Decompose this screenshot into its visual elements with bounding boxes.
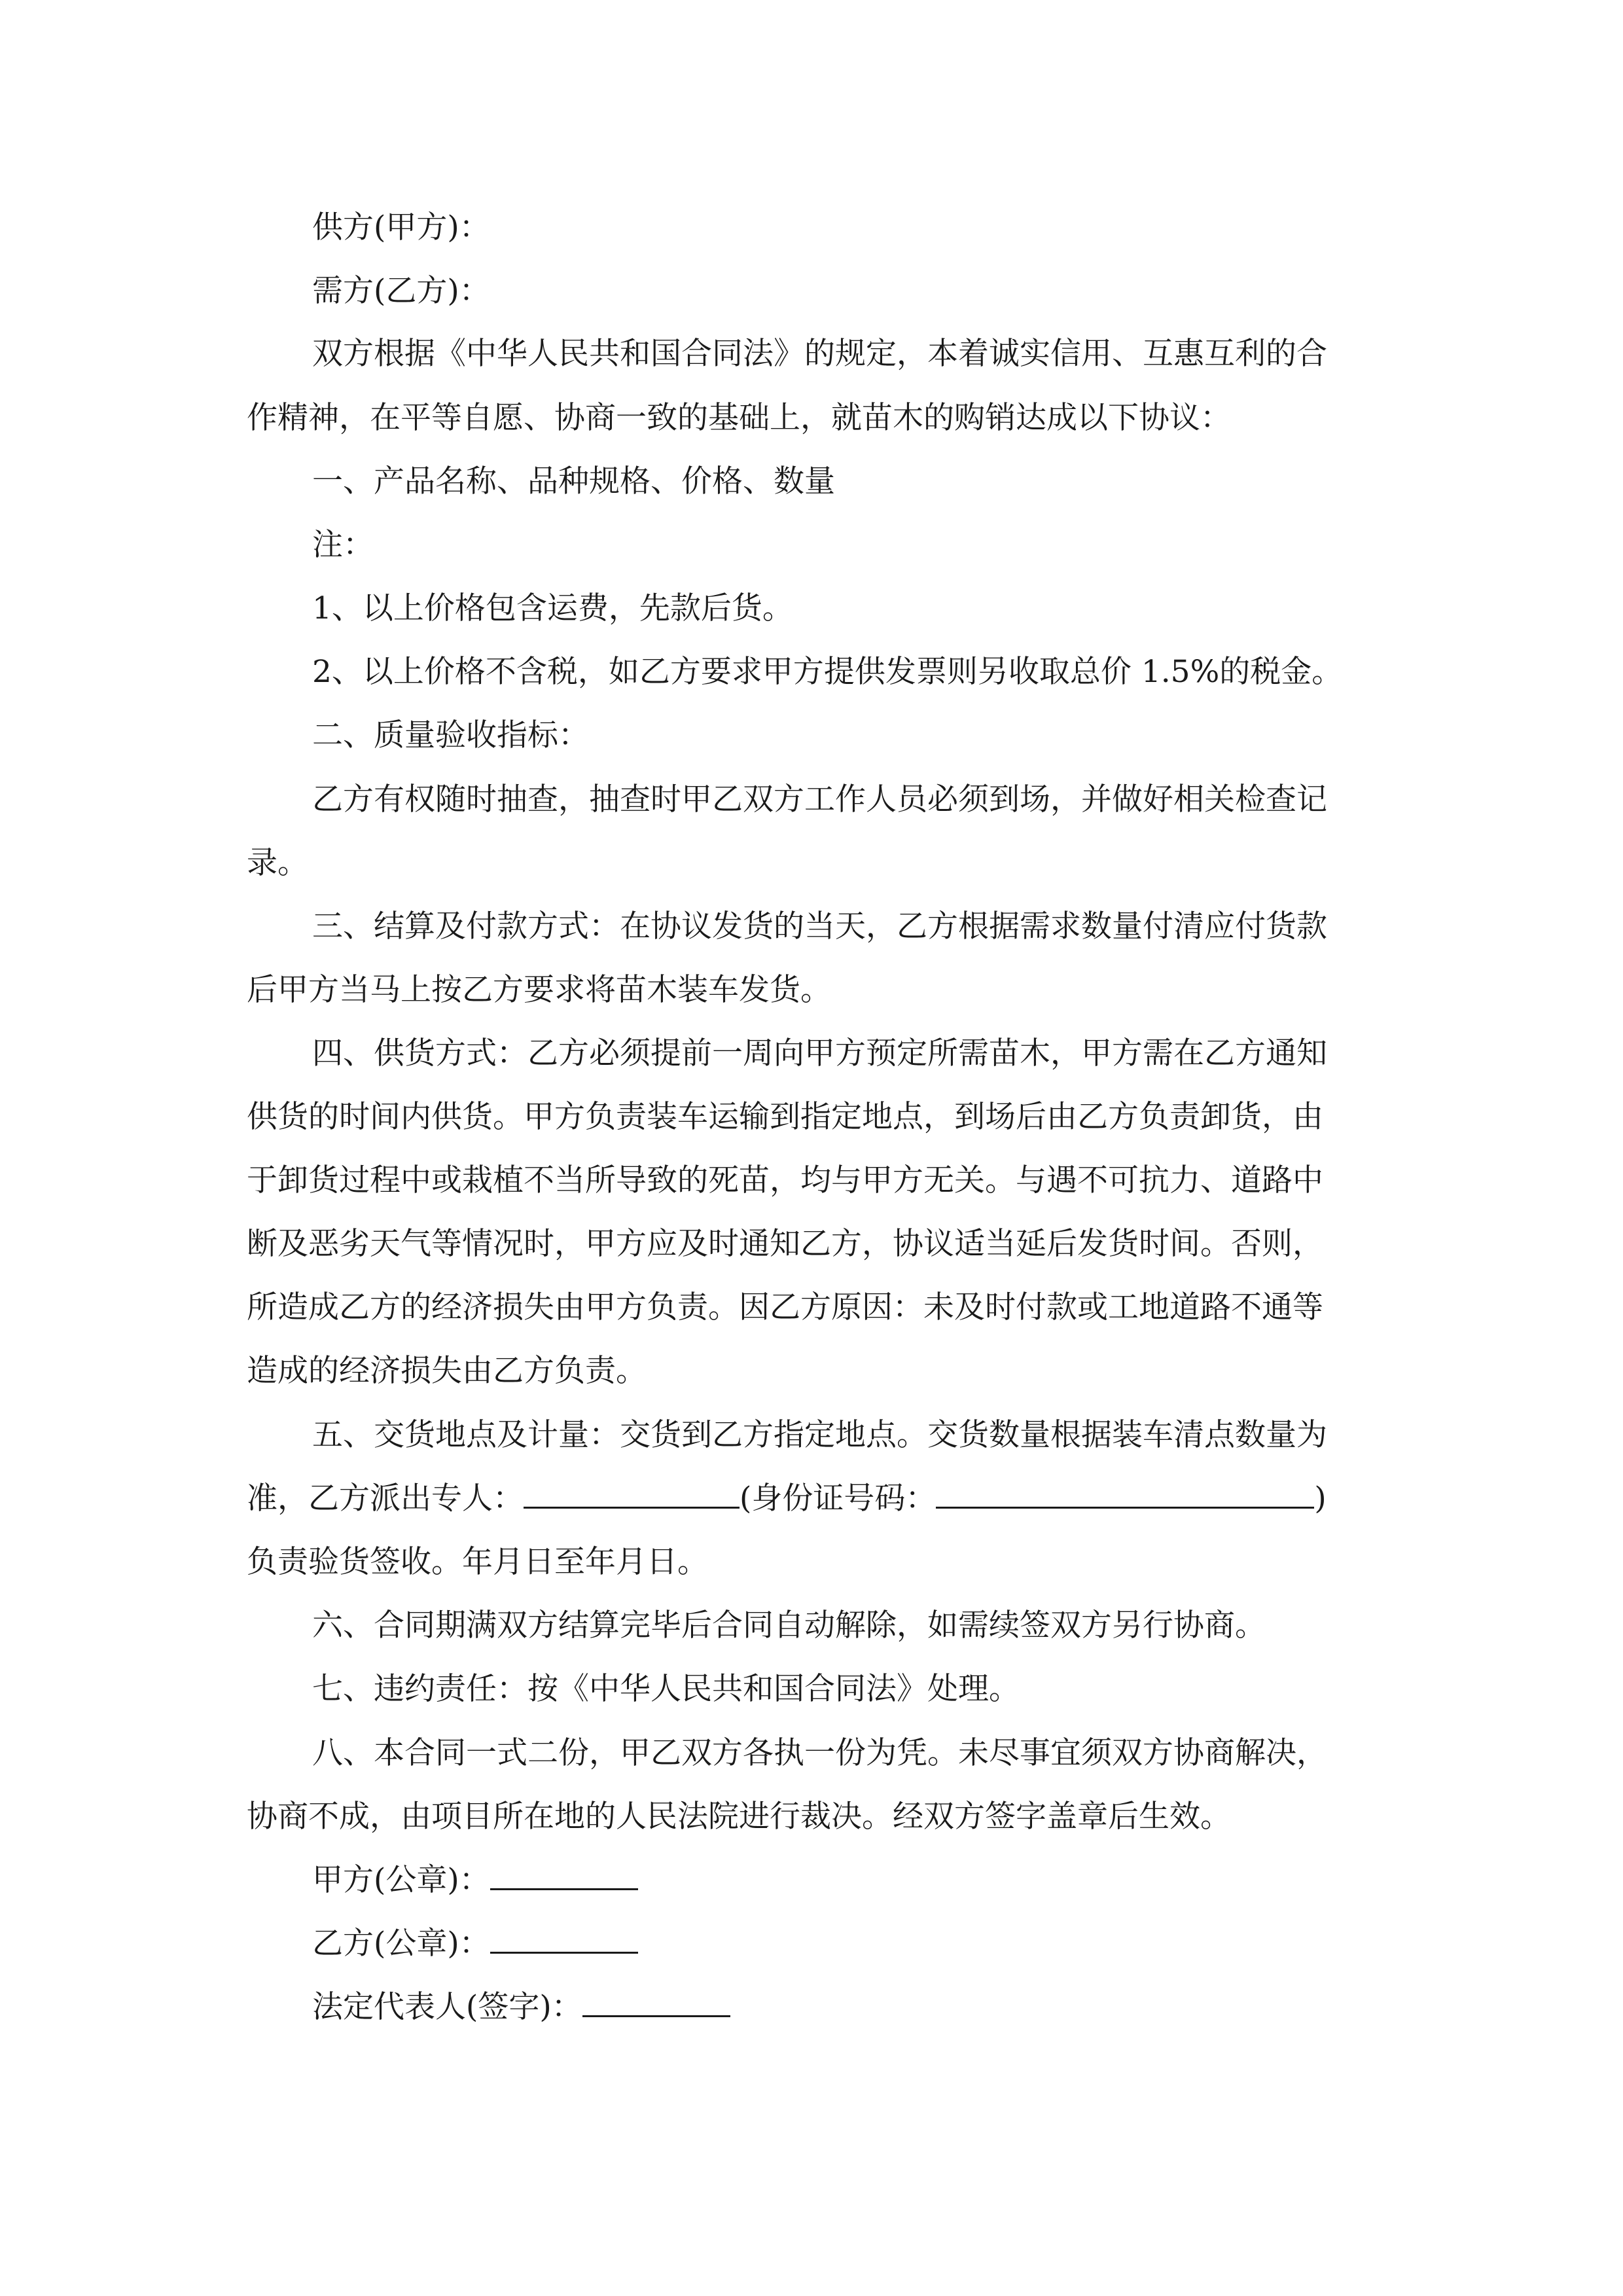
party-a-seal-field[interactable] [490,1861,638,1890]
section-2-line-2: 录。 [247,845,308,881]
party-b-seal-line [312,1924,638,1964]
section-4-line-2: 供货的时间内供货。甲方负责装车运输到指定地点，到场后由乙方负责卸货，由 [247,1099,1323,1135]
party-b-seal-field[interactable] [490,1924,638,1954]
section-5-line-1: 五、交货地点及计量：交货到乙方指定地点。交货数量根据装车清点数量为 [312,1417,1327,1453]
section-4-line-3: 于卸货过程中或栽植不当所导致的死苗，均与甲方无关。与遇不可抗力、道路中 [247,1162,1323,1198]
party-b-seal-label: 乙方(公章)： [312,1926,490,1962]
section-4-line-1: 四、供货方式：乙方必须提前一周向甲方预定所需苗木，甲方需在乙方通知 [312,1035,1327,1071]
legal-rep-sign-field[interactable] [582,1988,730,2017]
section-3-line-1: 三、结算及付款方式：在协议发货的当天，乙方根据需求数量付清应付货款 [312,908,1327,944]
section-5-line-2 [247,1479,1327,1518]
note-label: 注： [312,527,374,563]
section-1-title: 一、产品名称、品种规格、价格、数量 [312,463,835,499]
party-a-seal-line [312,1861,638,1900]
legal-rep-sign-label: 法定代表人(签字)： [312,1989,582,2025]
section-7-line: 七、违约责任：按《中华人民共和国合同法》处理。 [312,1671,1020,1707]
section-8-line-2: 协商不成，由项目所在地的人民法院进行裁决。经双方签字盖章后生效。 [247,1799,1231,1835]
section-2-line-1: 乙方有权随时抽查，抽查时甲乙双方工作人员必须到场，并做好相关检查记 [312,781,1327,817]
section-5-line-3: 负责验货签收。年月日至年月日。 [247,1544,708,1580]
supplier-line: 供方(甲方)： [312,209,490,245]
party-a-seal-label: 甲方(公章)： [312,1862,490,1898]
intro-line-2: 作精神，在平等自愿、协商一致的基础上，就苗木的购销达成以下协议： [247,400,1231,436]
section-2-title: 二、质量验收指标： [312,717,589,753]
section-6-line: 六、合同期满双方结算完毕后合同自动解除，如需续签双方另行协商。 [312,1607,1266,1643]
delegate-label: 准，乙方派出专人： [247,1480,524,1516]
delegate-name-field[interactable] [524,1479,740,1509]
id-number-label: (身份证号码： [740,1480,936,1516]
section-4-line-6: 造成的经济损失由乙方负责。 [247,1353,647,1389]
id-number-close: ) [1314,1480,1327,1516]
buyer-line: 需方(乙方)： [312,273,490,309]
section-4-line-4: 断及恶劣天气等情况时，甲方应及时通知乙方，协议适当延后发货时间。否则， [247,1226,1323,1262]
section-3-line-2: 后甲方当马上按乙方要求将苗木装车发货。 [247,972,831,1008]
note-item-2: 2、以上价格不含税，如乙方要求甲方提供发票则另收取总价 1.5%的税金。 [312,654,1343,690]
section-4-line-5: 所造成乙方的经济损失由甲方负责。因乙方原因：未及时付款或工地道路不通等 [247,1289,1323,1325]
legal-rep-sign-line [312,1988,730,2027]
note-item-1: 1、以上价格包含运费，先款后货。 [312,590,793,626]
section-8-line-1: 八、本合同一式二份，甲乙双方各执一份为凭。未尽事宜须双方协商解决， [312,1735,1327,1771]
id-number-field[interactable] [936,1479,1314,1509]
intro-line-1: 双方根据《中华人民共和国合同法》的规定，本着诚实信用、互惠互利的合 [312,336,1327,372]
